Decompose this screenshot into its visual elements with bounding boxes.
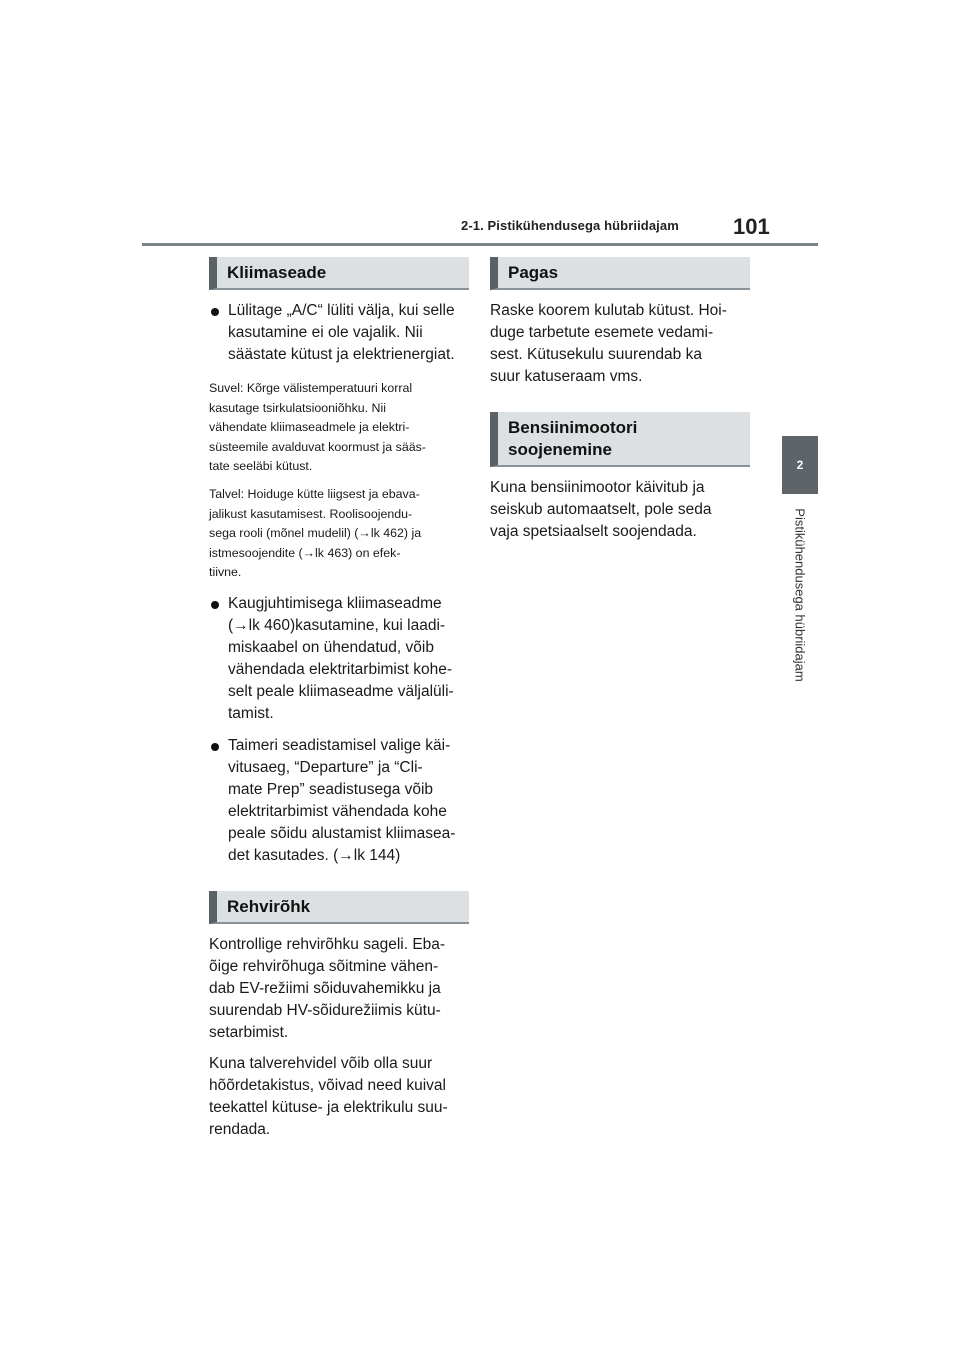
text-line: elektritarbimist vähendada kohe bbox=[228, 802, 447, 820]
text-line: dab EV-režiimi sõiduvahemikku ja bbox=[209, 979, 441, 997]
text-line: selt peale kliimaseadme väljalüli- bbox=[228, 682, 454, 700]
text-line: süsteemile avalduvat koormust ja sääs- bbox=[209, 439, 426, 454]
note-summer bbox=[209, 379, 469, 477]
text-line: setarbimist. bbox=[209, 1023, 289, 1041]
text-line: mate Prep” seadistusega võib bbox=[228, 780, 434, 798]
left-column bbox=[209, 257, 469, 1141]
section-heading-pagas: Pagas bbox=[490, 257, 750, 290]
text-line: Kontrollige rehvirõhku sageli. Eba- bbox=[209, 935, 446, 953]
paragraph-winter-tires bbox=[209, 1053, 469, 1141]
bullet-timer bbox=[209, 735, 469, 867]
text-line: Kuna bensiinimootor käivitub ja bbox=[490, 479, 705, 496]
text-line: Suvel: Kõrge välistemperatuuri korral bbox=[209, 381, 413, 395]
text-line: õige rehvirõhuga sõitmine vähen- bbox=[209, 957, 439, 975]
header-rule bbox=[142, 243, 818, 246]
text-line: kasutamine ei ole vajalik. Nii bbox=[228, 324, 423, 341]
text-line: miskaabel on ühendatud, võib bbox=[228, 638, 434, 656]
text-line: (→lk 460)kasutamine, kui laadi- bbox=[228, 616, 446, 634]
text-line: tate seeläbi kütust. bbox=[209, 459, 313, 474]
text-line: Talvel: Hoiduge kütte liigsest ja ebava- bbox=[209, 486, 420, 501]
heading-line: Bensiinimootori bbox=[508, 418, 638, 437]
section-heading-rehvirohk: Rehvirõhk bbox=[209, 891, 469, 924]
text-line: Kaugjuhtimisega kliimaseadme bbox=[228, 594, 442, 612]
text-line: vaja spetsiaalselt soojendada. bbox=[490, 523, 697, 540]
text-line: jalikust kasutamisest. Roolisoojendu- bbox=[209, 506, 413, 521]
text-line: istmesoojendite (→lk 463) on efek- bbox=[209, 545, 401, 560]
note-winter bbox=[209, 485, 469, 583]
text-line: suurendab HV-sõidurežiimis kütu- bbox=[209, 1001, 441, 1019]
paragraph-tire-pressure bbox=[209, 934, 469, 1044]
text-line: det kasutades. (→lk 144) bbox=[228, 846, 401, 864]
text-line: Taimeri seadistamisel valige käi- bbox=[228, 736, 451, 754]
text-line: vitusaeg, “Departure” ja “Cli- bbox=[228, 758, 423, 776]
text-line: säästate kütust ja elektrienergiat. bbox=[228, 346, 455, 363]
paragraph-luggage bbox=[490, 300, 750, 388]
text-line: Kuna talverehvidel võib olla suur bbox=[209, 1054, 433, 1072]
running-header: 2-1. Pistikühendusega hübriidajam bbox=[461, 218, 679, 233]
text-line: kasutage tsirkulatsiooniõhku. Nii bbox=[209, 400, 387, 415]
paragraph-engine-warmup bbox=[490, 477, 750, 543]
bullet-remote-climate bbox=[209, 593, 469, 725]
text-line: tiivne. bbox=[209, 565, 242, 580]
text-line: sega rooli (mõnel mudelil) (→lk 462) ja bbox=[209, 526, 422, 541]
bullet-ac-switch bbox=[209, 300, 469, 366]
text-line: duge tarbetute esemete vedami- bbox=[490, 324, 714, 341]
text-line: rendada. bbox=[209, 1120, 271, 1138]
chapter-tab[interactable]: 2 bbox=[782, 436, 818, 494]
text-line: Raske koorem kulutab kütust. Hoi- bbox=[490, 302, 727, 319]
chapter-label: Pistikühendusega hübriidajam bbox=[792, 508, 808, 682]
text-line: hõõrdetakistus, võivad need kuival bbox=[209, 1076, 446, 1094]
text-line: Lülitage „A/C“ lüliti välja, kui selle bbox=[228, 302, 455, 319]
text-line: suur katuseraam vms. bbox=[490, 368, 643, 385]
page-number: 101 bbox=[733, 214, 770, 239]
text-line: peale sõidu alustamist kliimasea- bbox=[228, 824, 456, 842]
section-heading-bensiinimootor bbox=[490, 412, 750, 467]
bullet-icon bbox=[211, 601, 219, 609]
bullet-icon bbox=[211, 743, 219, 751]
heading-line: soojenemine bbox=[508, 440, 612, 459]
text-line: tamist. bbox=[228, 704, 274, 722]
text-line: vähendate kliimaseadmele ja elektri- bbox=[209, 420, 410, 435]
right-column bbox=[490, 257, 750, 543]
text-line: vähendada elektritarbimist kohe- bbox=[228, 660, 453, 678]
section-heading-kliimaseade: Kliimaseade bbox=[209, 257, 469, 290]
text-line: seiskub automaatselt, pole seda bbox=[490, 501, 712, 518]
bullet-icon bbox=[211, 308, 219, 316]
text-line: teekattel kütuse- ja elektrikulu suu- bbox=[209, 1098, 448, 1116]
text-line: sest. Kütusekulu suurendab ka bbox=[490, 346, 702, 363]
